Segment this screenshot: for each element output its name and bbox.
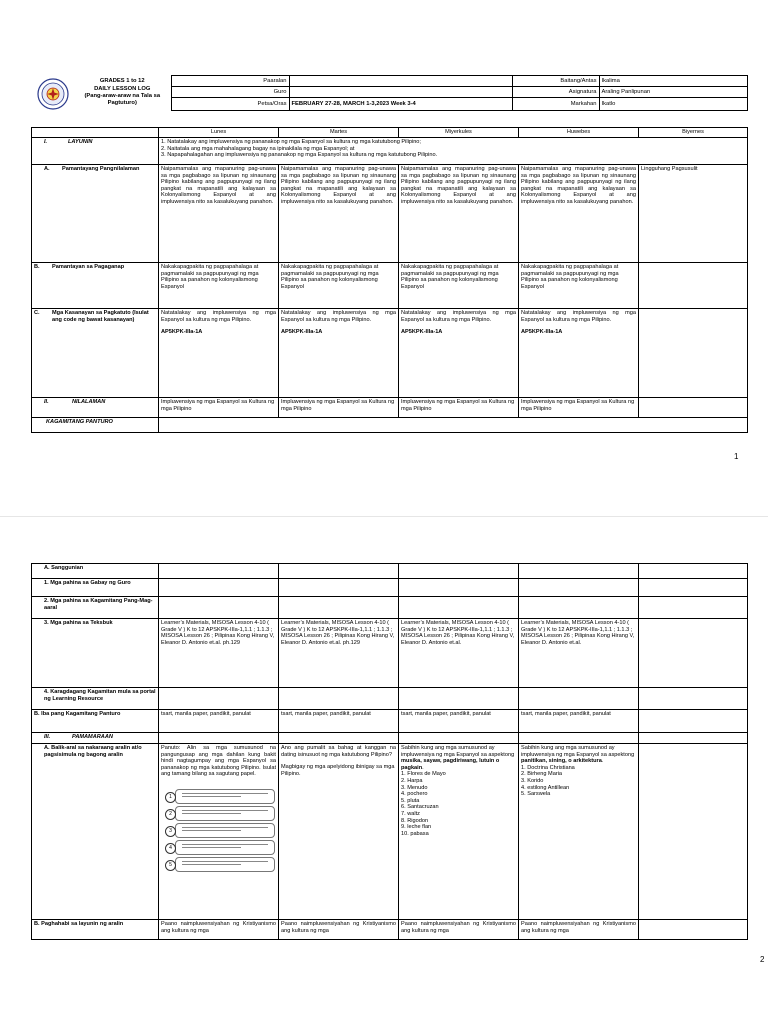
paaralan-label: Paaralan xyxy=(171,76,289,87)
nilalaman-title: NILALAMAN xyxy=(72,399,106,405)
miy-item: 5. pluta xyxy=(401,797,420,804)
pagganap-title: Pamantayan sa Pagaganap xyxy=(52,264,125,270)
balik-aral-martes-q1: Ano ang pumalit sa bahag at kanggan na dating isinusuot ng mga katutubong Pilipino? xyxy=(281,745,396,758)
pang-mag-aaral-huwebes xyxy=(519,597,639,619)
balik-aral-lunes xyxy=(159,744,279,920)
kasanayan-biyernes xyxy=(639,309,748,398)
layunin-line-2: 2. Naitatala ang mga mahahalagang bagay na ipinakilala ng mga Espanyol; at xyxy=(161,145,355,152)
pangnilalaman-martes: Naipamamalas ang mapanuring pag-unawa sa mga pagbabago sa lipunan ng sinaunang Pilipino kabilang ang pagpupunyagi ng ilang pangkat na mapanatili ang kalayaan sa Kolonyalismong Espanyol at ang impluwensiya nito sa kasalukuyang panahon. xyxy=(279,165,399,263)
balik-aral-huw-intro: Sabihin kung ang mga sumusunod ay impluwensiya ng mga Espanyol sa aspektong xyxy=(521,745,635,758)
paghahabi-label: B. Paghahabi sa layunin ng aralin xyxy=(32,920,159,940)
step-3 xyxy=(161,822,276,837)
balik-aral-panuto: Panuto: Alin sa mga sumusunod na pangungusap ang mga dahilan kung bakit hindi nagtagumpay ang mga Espanyol sa pananakop ng mga katutubong Pilipino. Isulat ang tamang bilang sa sagutang papel. xyxy=(161,745,276,778)
pangnilalaman-title: Pamantayang Pangnilalaman xyxy=(62,166,140,172)
kagamitan-label: KAGAMITANG PANTURO xyxy=(32,418,159,433)
kasanayan-code: AP5KPK-IIIa-1A xyxy=(161,329,203,336)
gabay-biyernes xyxy=(639,579,748,597)
step-number: 1 xyxy=(165,792,176,803)
baitang-value: Ikalima xyxy=(599,76,747,87)
asignatura-value: Araling Panlipunan xyxy=(599,87,747,98)
corner-cell xyxy=(32,128,159,138)
pamamaraan-huwebes xyxy=(519,733,639,744)
pamamaraan-martes xyxy=(279,733,399,744)
iba-label: B. Iba pang Kagamitang Panturo xyxy=(32,710,159,733)
step-number: 4 xyxy=(165,843,176,854)
gabay-martes xyxy=(279,579,399,597)
karagdagang-huwebes xyxy=(519,688,639,710)
day-header-huwebes: Huwebes xyxy=(519,128,639,138)
nilalaman-label xyxy=(32,398,159,418)
nilalaman-num: II. xyxy=(44,399,49,405)
markahan-value: Ikatlo xyxy=(599,98,747,111)
kasanayan-miyerkules xyxy=(399,309,519,398)
pamamaraan-biyernes xyxy=(639,733,748,744)
header-table xyxy=(31,75,748,111)
nilalaman-huwebes: Impluwensiya ng mga Espanyol sa Kultura ng mga Pilipino xyxy=(519,398,639,418)
kasanayan-text: Natatalakay ang impluwensiya ng mga Espanyol sa kultura ng mga Pilipino. xyxy=(281,310,396,323)
pagganap-biyernes xyxy=(639,263,748,309)
teksbuk-biyernes xyxy=(639,619,748,688)
balik-aral-huwebes: Sabihin kung ang mga sumusunod ay impluwensiya ng mga Espanyol sa aspektong panitikan, sining, o arkitektura. 1. Doctrina Christiana 2. Birheng Maria 3. Korido 4. estilong Antillean 5. Sarswela xyxy=(519,744,639,920)
lesson-table-page-1 xyxy=(31,127,748,433)
lesson-table-page-2 xyxy=(31,563,748,940)
paghahabi-martes: Paano naimpluwensiyahan ng Kristiyanismo ang kultura ng mga xyxy=(279,920,399,940)
layunin-line-1: 1. Natatalakay ang impluwensiya ng pananakop ng mga Espanyol sa kultura ng mga katutubong Pilipino; xyxy=(161,139,421,145)
balik-aral-miy-intro: Sabihin kung ang mga sumusunod ay impluwensiya ng mga Espanyol sa aspektong xyxy=(401,745,515,758)
asignatura-label: Asignatura xyxy=(512,87,599,98)
karagdagang-martes xyxy=(279,688,399,710)
kasanayan-text: Natatalakay ang impluwensiya ng mga Espanyol sa kultura ng mga Pilipino. xyxy=(161,310,276,323)
kasanayan-num: C. xyxy=(34,310,40,316)
nilalaman-martes: Impluwensiya ng mga Espanyol sa Kultura ng mga Pilipino xyxy=(279,398,399,418)
day-header-biyernes: Biyernes xyxy=(639,128,748,138)
day-header-martes: Martes xyxy=(279,128,399,138)
pamamaraan-label xyxy=(32,733,159,744)
pangnilalaman-num: A. xyxy=(44,166,50,172)
pamamaraan-title: PAMAMARAAN xyxy=(72,734,113,740)
iba-biyernes xyxy=(639,710,748,733)
layunin-content xyxy=(159,138,748,165)
huw-item: 5. Sarswela xyxy=(521,791,551,798)
huw-item: 2. Birheng Maria xyxy=(521,771,563,778)
petsa-value: FEBRUARY 27-28, MARCH 1-3,2023 Week 3-4 xyxy=(289,98,512,111)
guro-value xyxy=(289,87,512,98)
huw-item: 3. Korido xyxy=(521,777,544,784)
teksbuk-miyerkules: Learner’s Materials, MISOSA Lesson 4-10 ( Grade V ) K to 12 APSKPK-IIIa-1,1.1 ; 1.1.3 ; MISOSA Lesson 26 ; Pilipinas Kong Hirang V, Eleanor D. Antonio et.al. xyxy=(399,619,519,688)
pagganap-label xyxy=(32,263,159,309)
page-1 xyxy=(0,0,768,500)
step-2 xyxy=(161,805,276,820)
pang-mag-aaral-lunes xyxy=(159,597,279,619)
sanggunian-label: A. Sanggunian xyxy=(32,564,159,579)
kasanayan-code: AP5KPK-IIIa-1A xyxy=(521,329,563,336)
sanggunian-biyernes xyxy=(639,564,748,579)
kagamitan-content xyxy=(159,418,748,433)
teksbuk-label: 3. Mga pahina sa Teksbuk xyxy=(32,619,159,688)
kasanayan-code: AP5KPK-IIIa-1A xyxy=(401,329,443,336)
day-header-miyerkules: Miyerkules xyxy=(399,128,519,138)
pangnilalaman-huwebes: Naipamamalas ang mapanuring pag-unawa sa mga pagbabago sa lipunan ng sinaunang Pilipino kabilang ang pagpupunyagi ng ilang pangkat na mapanatili ang kalayaan sa Kolonyalismong Espanyol at ang impluwensiya nito sa kasalukuyang panahon. xyxy=(519,165,639,263)
karagdagang-lunes xyxy=(159,688,279,710)
kasanayan-text: Natatalakay ang impluwensiya ng mga Espanyol sa kultura ng mga Pilipino. xyxy=(521,310,636,323)
teksbuk-lunes: Learner’s Materials, MISOSA Lesson 4-10 ( Grade V ) K to 12 APSKPK-IIIa-1,1.1 ; 1.1.3 ; MISOSA Lesson 26 ; Pilipinas Kong Hirang V, Eleanor D. Antonio et.al. ph.129 xyxy=(159,619,279,688)
balik-aral-miy-aspects: musika, sayaw, pagdiriwang, lutuin o pagkain xyxy=(401,758,500,771)
step-number: 3 xyxy=(165,826,176,837)
step-number: 2 xyxy=(165,809,176,820)
kasanayan-code: AP5KPK-IIIa-1A xyxy=(281,329,323,336)
sanggunian-lunes xyxy=(159,564,279,579)
step-5 xyxy=(161,856,276,871)
title-cell xyxy=(74,76,171,111)
paghahabi-biyernes xyxy=(639,920,748,940)
miy-item: 7. waltz xyxy=(401,810,420,817)
nilalaman-lunes: Impluwensiya ng mga Espanyol sa Kultura ng mga Pilipino xyxy=(159,398,279,418)
kasanayan-lunes xyxy=(159,309,279,398)
iba-miyerkules: tsart, manila paper, pandikit, panulat xyxy=(399,710,519,733)
pang-mag-aaral-biyernes xyxy=(639,597,748,619)
grades-label: GRADES 1 to 12 xyxy=(99,78,145,85)
teksbuk-martes: Learner’s Materials, MISOSA Lesson 4-10 ( Grade V ) K to 12 APSKPK-IIIa-1,1.1 ; 1.1.3 ; MISOSA Lesson 26 ; Pilipinas Kong Hirang V, Eleanor D. Antonio et.al. ph.129 xyxy=(279,619,399,688)
pagganap-martes: Nakakapagpakita ng pagpapahalaga at pagmamalaki sa pagpupunyagi ng mga Pilipino sa panahon ng kolonyalismong Espanyol xyxy=(279,263,399,309)
petsa-label: Petsa/Oras xyxy=(171,98,289,111)
nilalaman-biyernes xyxy=(639,398,748,418)
sanggunian-martes xyxy=(279,564,399,579)
teksbuk-huwebes: Learner’s Materials, MISOSA Lesson 4-10 ( Grade V ) K to 12 APSKPK-IIIa-1,1.1 ; 1.1.3 ; MISOSA Lesson 26 ; Pilipinas Kong Hirang V, Eleanor D. Antonio et.al. xyxy=(519,619,639,688)
guro-label: Guro xyxy=(171,87,289,98)
karagdagang-miyerkules xyxy=(399,688,519,710)
pamamaraan-miyerkules xyxy=(399,733,519,744)
karagdagang-biyernes xyxy=(639,688,748,710)
kasanayan-label xyxy=(32,309,159,398)
pagganap-miyerkules: Nakakapagpakita ng pagpapahalaga at pagmamalaki sa pagpupunyagi ng mga Pilipino sa panahon ng kolonyalismong Espanyol xyxy=(399,263,519,309)
pangnilalaman-label xyxy=(32,165,159,263)
balik-aral-steps xyxy=(161,788,276,871)
kasanayan-martes xyxy=(279,309,399,398)
miy-item: 4. pochero xyxy=(401,791,428,798)
iba-huwebes: tsart, manila paper, pandikit, panulat xyxy=(519,710,639,733)
baitang-label: Baitang/Antas xyxy=(512,76,599,87)
pagganap-num: B. xyxy=(34,264,40,270)
step-4 xyxy=(161,839,276,854)
balik-aral-biyernes xyxy=(639,744,748,920)
balik-aral-huw-aspects: panitikan, sining, o arkitektura xyxy=(521,758,602,765)
layunin-label xyxy=(32,138,159,165)
nilalaman-miyerkules: Impluwensiya ng mga Espanyol sa Kultura ng mga Pilipino xyxy=(399,398,519,418)
step-number: 5 xyxy=(165,860,176,871)
miy-item: 6. Santacruzan xyxy=(401,804,439,811)
layunin-line-3: 3. Napapahalagahan ang impluwensiya ng pananakop ng mga Espanyol sa kultura ng mga katutubong Pilipino. xyxy=(161,152,438,159)
pangnilalaman-biyernes: Lingguhang Pagsusulit xyxy=(639,165,748,263)
dll-subtitle: (Pang-araw-araw na Tala sa Pagtuturo) xyxy=(84,93,161,107)
miy-item: 2. Harpa xyxy=(401,777,423,784)
markahan-label: Markahan xyxy=(512,98,599,111)
iba-martes: tsart, manila paper, pandikit, panulat xyxy=(279,710,399,733)
huw-item: 1. Doctrina Christiana xyxy=(521,764,575,771)
sanggunian-huwebes xyxy=(519,564,639,579)
kasanayan-huwebes xyxy=(519,309,639,398)
pamamaraan-num: III. xyxy=(44,734,51,740)
miy-item: 3. Menudo xyxy=(401,784,428,791)
pang-mag-aaral-martes xyxy=(279,597,399,619)
pangnilalaman-miyerkules: Naipamamalas ang mapanuring pag-unawa sa mga pagbabago sa lipunan ng sinaunang Pilipino kabilang ang pagpupunyagi ng ilang pangkat na mapanatili ang kalayaan sa Kolonyalismong Espanyol at ang impluwensiya nito sa kasalukuyang panahon. xyxy=(399,165,519,263)
karagdagang-label: 4. Karagdagang Kagamitan mula sa portal ng Learning Resource xyxy=(32,688,159,710)
gabay-lunes xyxy=(159,579,279,597)
kasanayan-title: Mga Kasanayan sa Pagkatuto (Isulat ang code ng bawat kasanayan) xyxy=(52,310,149,323)
deped-seal-cell xyxy=(31,76,74,111)
pang-mag-aaral-label: 2. Mga pahina sa Kagamitang Pang-Mag-aaral xyxy=(32,597,159,619)
balik-aral-martes-q2: Magbigay ng mga apelyidong ibinigay sa mga Pilipino. xyxy=(281,764,395,777)
pagganap-huwebes: Nakakapagpakita ng pagpapahalaga at pagmamalaki sa pagpupunyagi ng mga Pilipino sa panahon ng kolonyalismong Espanyol xyxy=(519,263,639,309)
gabay-label: 1. Mga pahina sa Gabay ng Guro xyxy=(32,579,159,597)
balik-aral-label: A. Balik-aral sa nakaraang aralin at/o pagsisimula ng bagong aralin xyxy=(32,744,159,920)
balik-aral-martes xyxy=(279,744,399,920)
day-header-lunes: Lunes xyxy=(159,128,279,138)
layunin-num: I. xyxy=(44,139,48,145)
pangnilalaman-lunes: Naipamamalas ang mapanuring pag-unawa sa mga pagbabago sa lipunan ng sinaunang Pilipino kabilang ang pagpupunyagi ng ilang pangkat na mapanatili ang kalayaan sa Kolonyalismong Espanyol at ang impluwensiya nito sa kasalukuyang panahon. xyxy=(159,165,279,263)
huw-item: 4. estilong Antillean xyxy=(521,784,570,791)
miy-item: 1. Flores de Mayo xyxy=(401,771,446,778)
step-1 xyxy=(161,788,276,803)
deped-seal-icon xyxy=(37,78,69,110)
gabay-huwebes xyxy=(519,579,639,597)
sanggunian-miyerkules xyxy=(399,564,519,579)
pang-mag-aaral-miyerkules xyxy=(399,597,519,619)
paghahabi-miyerkules: Paano naimpluwensiyahan ng Kristiyanismo ang kultura ng mga xyxy=(399,920,519,940)
miy-item: 8. Rigodon xyxy=(401,817,429,824)
iba-lunes: tsart, manila paper, pandikit, panulat xyxy=(159,710,279,733)
balik-aral-miyerkules: Sabihin kung ang mga sumusunod ay impluwensiya ng mga Espanyol sa aspektong musika, sayaw, pagdiriwang, lutuin o pagkain. 1. Flores de Mayo 2. Harpa 3. Menudo 4. pochero 5. pluta 6. Santacruzan 7. waltz 8. Rigodon 9. leche flan 10. pabasa xyxy=(399,744,519,920)
miy-item: 10. pabasa xyxy=(401,830,429,837)
paaralan-value xyxy=(289,76,512,87)
dll-label: DAILY LESSON LOG xyxy=(94,85,151,92)
kasanayan-text: Natatalakay ang impluwensiya ng mga Espanyol sa kultura ng mga Pilipino. xyxy=(401,310,516,323)
page-number-1: 1 xyxy=(734,452,739,461)
paghahabi-lunes: Paano naimpluwensiyahan ng Kristiyanismo ang kultura ng mga xyxy=(159,920,279,940)
page-2 xyxy=(0,516,768,1025)
pamamaraan-lunes xyxy=(159,733,279,744)
miy-item: 9. leche flan xyxy=(401,824,432,831)
layunin-title: LAYUNIN xyxy=(68,139,93,145)
pagganap-lunes: Nakakapagpakita ng pagpapahalaga at pagmamalaki sa pagpupunyagi ng mga Pilipino sa panahon ng kolonyalismong Espanyol xyxy=(159,263,279,309)
paghahabi-huwebes: Paano naimpluwensiyahan ng Kristiyanismo ang kultura ng mga xyxy=(519,920,639,940)
page-number-2: 2 xyxy=(760,955,765,964)
gabay-miyerkules xyxy=(399,579,519,597)
